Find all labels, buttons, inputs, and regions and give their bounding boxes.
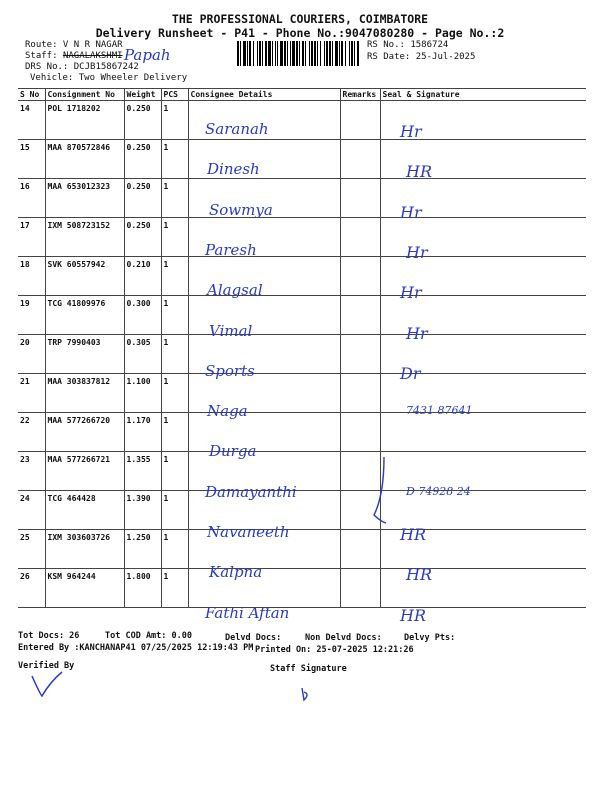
runsheet-subtitle: Delivery Runsheet - P41 - Phone No.:9047080280 - Page No.:2 (95, 26, 505, 40)
sno-cell: 24 (18, 491, 45, 530)
runsheet-table (18, 88, 586, 608)
delvy-pts: Delvy Pts: (404, 633, 456, 643)
verifier-signature (28, 668, 68, 700)
consignee-handwriting: Vimal (209, 321, 253, 340)
verified-by: Verified By (18, 661, 75, 671)
tot-docs: Tot Docs: 26 (18, 631, 80, 641)
consignment-cell: MAA 870572846 (45, 140, 124, 179)
consignment-cell: TRP 7990403 (45, 335, 124, 374)
consignment-cell: MAA 653012323 (45, 179, 124, 218)
table-row (18, 491, 586, 530)
table-row (18, 335, 586, 374)
seal-handwriting: HR (406, 565, 432, 585)
seal-handwriting: Dr (400, 363, 421, 383)
consignee-handwriting: Navaneeth (207, 523, 290, 541)
remarks-cell (340, 218, 380, 257)
weight-cell: 1.390 (124, 491, 161, 530)
consignee-handwriting: Fathi Aftan (205, 603, 290, 622)
sno-cell: 16 (18, 179, 45, 218)
remarks-cell (340, 296, 380, 335)
pcs-cell: 1 (161, 296, 188, 335)
seal-handwriting: HR (400, 525, 426, 544)
sno-cell: 22 (18, 413, 45, 452)
sno-cell: 17 (18, 218, 45, 257)
consignment-cell: MAA 577266721 (45, 452, 124, 491)
consignment-cell: SVK 60557942 (45, 257, 124, 296)
pcs-cell: 1 (161, 452, 188, 491)
column-header: S No (18, 89, 45, 101)
table-header-row (18, 89, 586, 101)
non-delvd-docs: Non Delvd Docs: (305, 633, 382, 643)
vehicle-label: Vehicle: Two Wheeler Delivery (30, 73, 188, 83)
sno-cell: 20 (18, 335, 45, 374)
consignee-handwriting: Kalpna (209, 563, 263, 582)
consignee-handwriting: Alagsal (207, 281, 263, 300)
table-body (18, 101, 586, 608)
sno-cell: 26 (18, 569, 45, 608)
sno-cell: 14 (18, 101, 45, 140)
staff-handwritten: Papah (124, 46, 171, 64)
sno-cell: 15 (18, 140, 45, 179)
remarks-cell (340, 140, 380, 179)
weight-cell: 1.250 (124, 530, 161, 569)
staff-label: Staff: (25, 51, 58, 61)
printed-on: Printed On: 25-07-2025 12:21:26 (255, 645, 414, 655)
sno-cell: 19 (18, 296, 45, 335)
table-row (18, 179, 586, 218)
pcs-cell: 1 (161, 569, 188, 608)
seal-handwriting: Hr (400, 202, 422, 222)
column-header: Consignment No (45, 89, 124, 101)
delvd-docs: Delvd Docs: (225, 633, 282, 643)
remarks-cell (340, 569, 380, 608)
table-row (18, 413, 586, 452)
staff-signature-mark (296, 684, 316, 704)
weight-cell: 0.305 (124, 335, 161, 374)
seal-handwriting: Hr (400, 122, 422, 141)
pcs-cell: 1 (161, 179, 188, 218)
remarks-cell (340, 413, 380, 452)
seal-handwriting: HR (400, 605, 426, 625)
consignee-handwriting: Naga (207, 402, 248, 421)
seal-handwriting: Hr (400, 283, 422, 303)
signature-bracket (370, 455, 390, 525)
company-title: THE PROFESSIONAL COURIERS, COIMBATORE (171, 12, 429, 26)
tot-cod: Tot COD Amt: 0.00 (105, 631, 192, 641)
seal-handwriting: D 74928 24 (406, 484, 471, 498)
pcs-cell: 1 (161, 257, 188, 296)
weight-cell: 1.100 (124, 374, 161, 413)
consignment-cell: TCG 41809976 (45, 296, 124, 335)
consignment-cell: IXM 508723152 (45, 218, 124, 257)
table-row (18, 140, 586, 179)
sno-cell: 18 (18, 257, 45, 296)
rs-number: RS No.: 1586724 (367, 40, 449, 50)
consignee-handwriting: Saranah (205, 120, 269, 138)
seal-handwriting: Hr (406, 242, 428, 262)
remarks-cell (340, 530, 380, 569)
weight-cell: 1.170 (124, 413, 161, 452)
staff-name: NAGALAKSHMI (62, 51, 123, 61)
entered-by: Entered By :KANCHANAP41 07/25/2025 12:19:43 PM (18, 643, 254, 653)
remarks-cell (340, 179, 380, 218)
consignment-cell: TCG 464428 (45, 491, 124, 530)
weight-cell: 0.300 (124, 296, 161, 335)
consignee-handwriting: Damayanthi (205, 482, 297, 501)
consignee-handwriting: Durga (209, 442, 257, 461)
remarks-cell (340, 335, 380, 374)
column-header: Remarks (340, 89, 380, 101)
pcs-cell: 1 (161, 101, 188, 140)
consignee-handwriting: Paresh (205, 240, 257, 259)
weight-cell: 1.355 (124, 452, 161, 491)
table-row (18, 452, 586, 491)
consignment-cell: MAA 577266720 (45, 413, 124, 452)
seal-handwriting: 7431 87641 (406, 404, 473, 418)
weight-cell: 1.800 (124, 569, 161, 608)
weight-cell: 0.250 (124, 101, 161, 140)
staff-line (25, 51, 123, 61)
drs-number: DRS No.: DCJB15867242 (25, 62, 139, 72)
column-header: PCS (161, 89, 188, 101)
sno-cell: 21 (18, 374, 45, 413)
table-row (18, 569, 586, 608)
table-row (18, 374, 586, 413)
route-label: Route: V N R NAGAR (25, 40, 123, 50)
remarks-cell (340, 374, 380, 413)
consignment-cell: MAA 303837812 (45, 374, 124, 413)
remarks-cell (340, 257, 380, 296)
weight-cell: 0.250 (124, 179, 161, 218)
remarks-cell (340, 101, 380, 140)
weight-cell: 0.210 (124, 257, 161, 296)
consignee-handwriting: Sowmya (209, 200, 273, 219)
table-row (18, 296, 586, 335)
consignment-cell: IXM 303603726 (45, 530, 124, 569)
rs-date: RS Date: 25-Jul-2025 (367, 52, 476, 62)
pcs-cell: 1 (161, 335, 188, 374)
barcode-icon (237, 41, 360, 66)
consignee-handwriting: Dinesh (207, 160, 260, 179)
weight-cell: 0.250 (124, 140, 161, 179)
pcs-cell: 1 (161, 413, 188, 452)
sno-cell: 25 (18, 530, 45, 569)
table-row (18, 530, 586, 569)
pcs-cell: 1 (161, 218, 188, 257)
column-header: Seal & Signature (380, 89, 586, 101)
consignment-cell: KSM 964244 (45, 569, 124, 608)
table-row (18, 218, 586, 257)
table-row (18, 101, 586, 140)
consignee-handwriting: Sports (205, 361, 255, 380)
weight-cell: 0.250 (124, 218, 161, 257)
seal-handwriting: HR (406, 162, 432, 182)
consignment-cell: POL 1718202 (45, 101, 124, 140)
seal-handwriting: Hr (406, 323, 428, 343)
column-header: Weight (124, 89, 161, 101)
pcs-cell: 1 (161, 530, 188, 569)
seal-cell (380, 413, 586, 452)
staff-signature-label: Staff Signature (270, 664, 347, 674)
table-row (18, 257, 586, 296)
pcs-cell: 1 (161, 374, 188, 413)
pcs-cell: 1 (161, 140, 188, 179)
sno-cell: 23 (18, 452, 45, 491)
column-header: Consignee Details (188, 89, 340, 101)
pcs-cell: 1 (161, 491, 188, 530)
